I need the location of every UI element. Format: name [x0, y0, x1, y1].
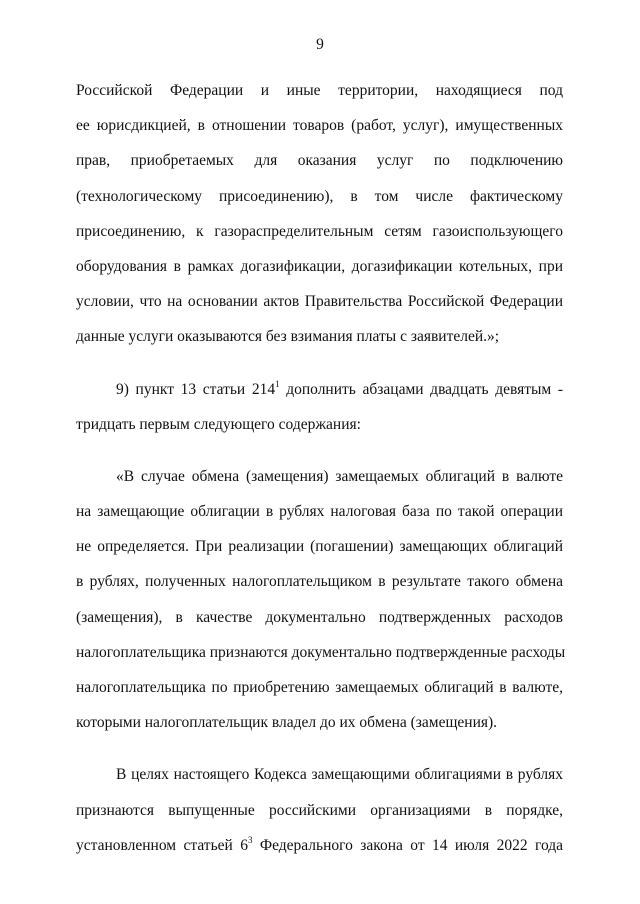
- text-line: В целях настоящего Кодекса замещающими облигациями в рублях: [116, 766, 563, 784]
- text-line: (замещения), в качестве документально подтвержденных расходов: [76, 608, 563, 626]
- text-line: присоединению, к газораспределительным сетям газоиспользующего: [76, 222, 563, 240]
- text-line: на замещающие облигации в рублях налоговая база по такой операции: [76, 503, 563, 521]
- text-segment: установленном статьей 6: [76, 836, 248, 854]
- paragraph-definition: [76, 757, 563, 863]
- page-number: 9: [316, 36, 324, 53]
- paragraph-quoted-text: [76, 459, 566, 741]
- text-line: Российской Федерации и иные территории, находящиеся под: [76, 82, 563, 99]
- text-line: не определяется. При реализации (погашении) замещающих облигаций: [76, 538, 563, 556]
- superscript: 3: [247, 834, 253, 845]
- text-line: которыми налогоплательщик владел до их обмена (замещения).: [76, 714, 498, 732]
- text-line: условии, что на основании актов Правительства Российской Федерации: [76, 293, 563, 311]
- text-line: (технологическому присоединению), в том числе фактическому: [76, 187, 563, 205]
- text-line: признаются выпущенные российскими организациями в порядке,: [76, 801, 563, 819]
- text-line: налогоплательщика признаются документально подтвержденные расходы: [76, 643, 566, 661]
- text-segment: 9) пункт 13 статьи 214: [116, 380, 276, 398]
- text-segment: дополнить абзацами двадцать девятым -: [279, 380, 563, 398]
- text-line: в рублях, полученных налогоплательщиком в результате такого обмена: [76, 573, 563, 591]
- text-line: данные услуги оказываются без взимания платы с заявителей.»;: [76, 328, 500, 346]
- paragraph-gap: [76, 442, 563, 459]
- text-segment: Федерального закона от 14 июля 2022 года: [252, 836, 564, 854]
- text-line: налогоплательщика по приобретению замещаемых облигаций в валюте,: [76, 679, 563, 696]
- text-line: прав, приобретаемых для оказания услуг по подключению: [76, 152, 563, 170]
- paragraph-gap: [76, 740, 563, 757]
- superscript: 1: [275, 378, 280, 389]
- paragraph-gap: [76, 355, 563, 372]
- paragraph-amendment-9: [76, 372, 563, 442]
- text-line: тридцать первым следующего содержания:: [76, 415, 361, 433]
- text-line: ее юрисдикцией, в отношении товаров (работ, услуг), имущественных: [76, 117, 563, 135]
- text-line: оборудования в рамках догазификации, догазификации котельных, при: [76, 257, 563, 275]
- text-line: «В случае обмена (замещения) замещаемых облигаций в валюте: [116, 467, 563, 485]
- text-line: [76, 828, 563, 863]
- document-body: [76, 73, 566, 863]
- text-line: [76, 372, 563, 407]
- paragraph-continuation: [76, 73, 563, 355]
